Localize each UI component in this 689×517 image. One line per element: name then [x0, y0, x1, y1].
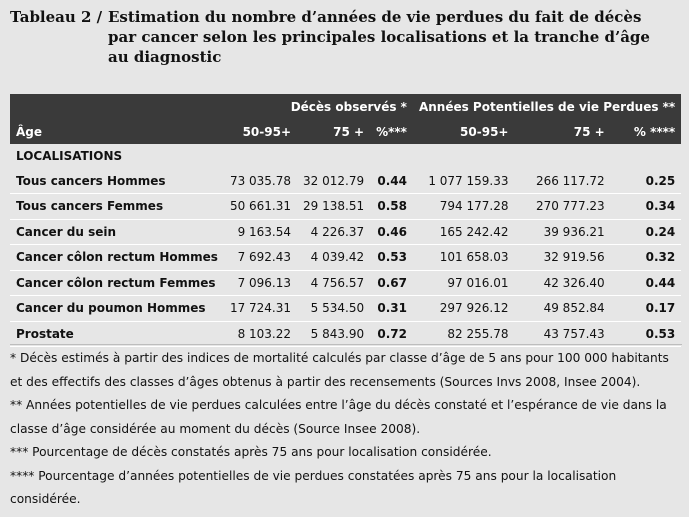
deces-pct-cell: 0.58	[370, 194, 413, 220]
annees-pct-cell: 0.34	[611, 194, 682, 220]
localisations-label: LOCALISATIONS	[16, 149, 123, 164]
annees-75-cell: 43 757.43	[514, 321, 610, 347]
deces-pct-cell: 0.53	[370, 245, 413, 271]
annees-5095-cell: 97 016.01	[413, 270, 515, 296]
table-row	[10, 194, 681, 220]
table-row	[10, 321, 681, 347]
deces-75-cell: 29 138.51	[297, 194, 370, 220]
mortality-table	[10, 94, 681, 347]
table-row	[10, 296, 681, 322]
row-label: Cancer côlon rectum Hommes	[10, 245, 224, 271]
row-label: Tous cancers Hommes	[10, 169, 224, 194]
deces-75-cell: 4 039.42	[297, 245, 370, 271]
title-text	[108, 7, 683, 67]
deces-5095-cell: 17 724.31	[224, 296, 297, 322]
annees-5095-header: 50-95+	[413, 120, 515, 144]
group-header-row	[10, 94, 681, 120]
table-row	[10, 270, 681, 296]
annees-pct-cell: 0.44	[611, 270, 682, 296]
deces-75-cell: 32 012.79	[297, 169, 370, 194]
table-title	[6, 7, 683, 67]
title-line-1: Estimation du nombre d’années de vie perdues du fait de décès	[108, 8, 642, 26]
deces-75-cell: 4 756.57	[297, 270, 370, 296]
table-row	[10, 219, 681, 245]
table-row	[10, 245, 681, 271]
annees-pct-header: % ****	[611, 120, 682, 144]
table-row	[10, 169, 681, 194]
annees-group-header: Années Potentielles de vie Perdues **	[413, 94, 681, 120]
deces-5095-cell: 8 103.22	[224, 321, 297, 347]
footnotes	[10, 347, 682, 512]
deces-5095-header: 50-95+	[224, 120, 297, 144]
table-body	[10, 144, 681, 347]
deces-5095-cell: 73 035.78	[224, 169, 297, 194]
annees-pct-cell: 0.25	[611, 169, 682, 194]
deces-pct-cell: 0.67	[370, 270, 413, 296]
deces-5095-cell: 7 096.13	[224, 270, 297, 296]
title-prefix: Tableau 2 /	[10, 8, 103, 26]
annees-5095-cell: 297 926.12	[413, 296, 515, 322]
annees-75-cell: 270 777.23	[514, 194, 610, 220]
deces-5095-cell: 7 692.43	[224, 245, 297, 271]
row-label: Prostate	[10, 321, 224, 347]
deces-75-cell: 5 534.50	[297, 296, 370, 322]
annees-5095-cell: 82 255.78	[413, 321, 515, 347]
title-line-2: par cancer selon les principales localisations et la tranche d’âge	[108, 28, 650, 46]
annees-75-cell: 32 919.56	[514, 245, 610, 271]
footnote-divider	[10, 344, 682, 345]
row-label: Cancer côlon rectum Femmes	[10, 270, 224, 296]
annees-75-cell: 266 117.72	[514, 169, 610, 194]
age-header: Âge	[10, 120, 224, 144]
row-label: Cancer du sein	[10, 219, 224, 245]
annees-75-cell: 49 852.84	[514, 296, 610, 322]
deces-pct-cell: 0.46	[370, 219, 413, 245]
annees-75-cell: 42 326.40	[514, 270, 610, 296]
column-header-row	[10, 120, 681, 144]
deces-75-cell: 5 843.90	[297, 321, 370, 347]
footnote: ** Années potentielles de vie perdues calculées entre l’âge du décès constaté et l’espérance de vie dans la classe d’âge considérée au moment du décès (Source Insee 2008).	[10, 398, 667, 436]
deces-5095-cell: 9 163.54	[224, 219, 297, 245]
annees-pct-cell: 0.53	[611, 321, 682, 347]
annees-pct-cell: 0.32	[611, 245, 682, 271]
footnote: * Décès estimés à partir des indices de mortalité calculés par classe d’âge de 5 ans pour 100 000 habitants et des effectifs des classes d’âges obtenus à partir des recensements (Sources Invs 2008, Insee 2004).	[10, 351, 669, 389]
section-label-row	[10, 144, 681, 169]
annees-75-cell: 39 936.21	[514, 219, 610, 245]
deces-pct-cell: 0.44	[370, 169, 413, 194]
annees-pct-cell: 0.17	[611, 296, 682, 322]
deces-pct-cell: 0.72	[370, 321, 413, 347]
deces-group-header: Décès observés *	[224, 94, 413, 120]
annees-5095-cell: 794 177.28	[413, 194, 515, 220]
deces-pct-cell: 0.31	[370, 296, 413, 322]
annees-75-header: 75 +	[514, 120, 610, 144]
footnote: *** Pourcentage de décès constatés après 75 ans pour localisation considérée.	[10, 445, 492, 459]
deces-75-header: 75 +	[297, 120, 370, 144]
deces-5095-cell: 50 661.31	[224, 194, 297, 220]
row-label: Cancer du poumon Hommes	[10, 296, 224, 322]
annees-pct-cell: 0.24	[611, 219, 682, 245]
annees-5095-cell: 101 658.03	[413, 245, 515, 271]
footnote: **** Pourcentage d’années potentielles de vie perdues constatées après 75 ans pour la localisation considérée.	[10, 468, 617, 506]
annees-5095-cell: 1 077 159.33	[413, 169, 515, 194]
deces-pct-header: %***	[370, 120, 413, 144]
annees-5095-cell: 165 242.42	[413, 219, 515, 245]
row-label: Tous cancers Femmes	[10, 194, 224, 220]
deces-75-cell: 4 226.37	[297, 219, 370, 245]
title-line-3: au diagnostic	[108, 48, 222, 66]
